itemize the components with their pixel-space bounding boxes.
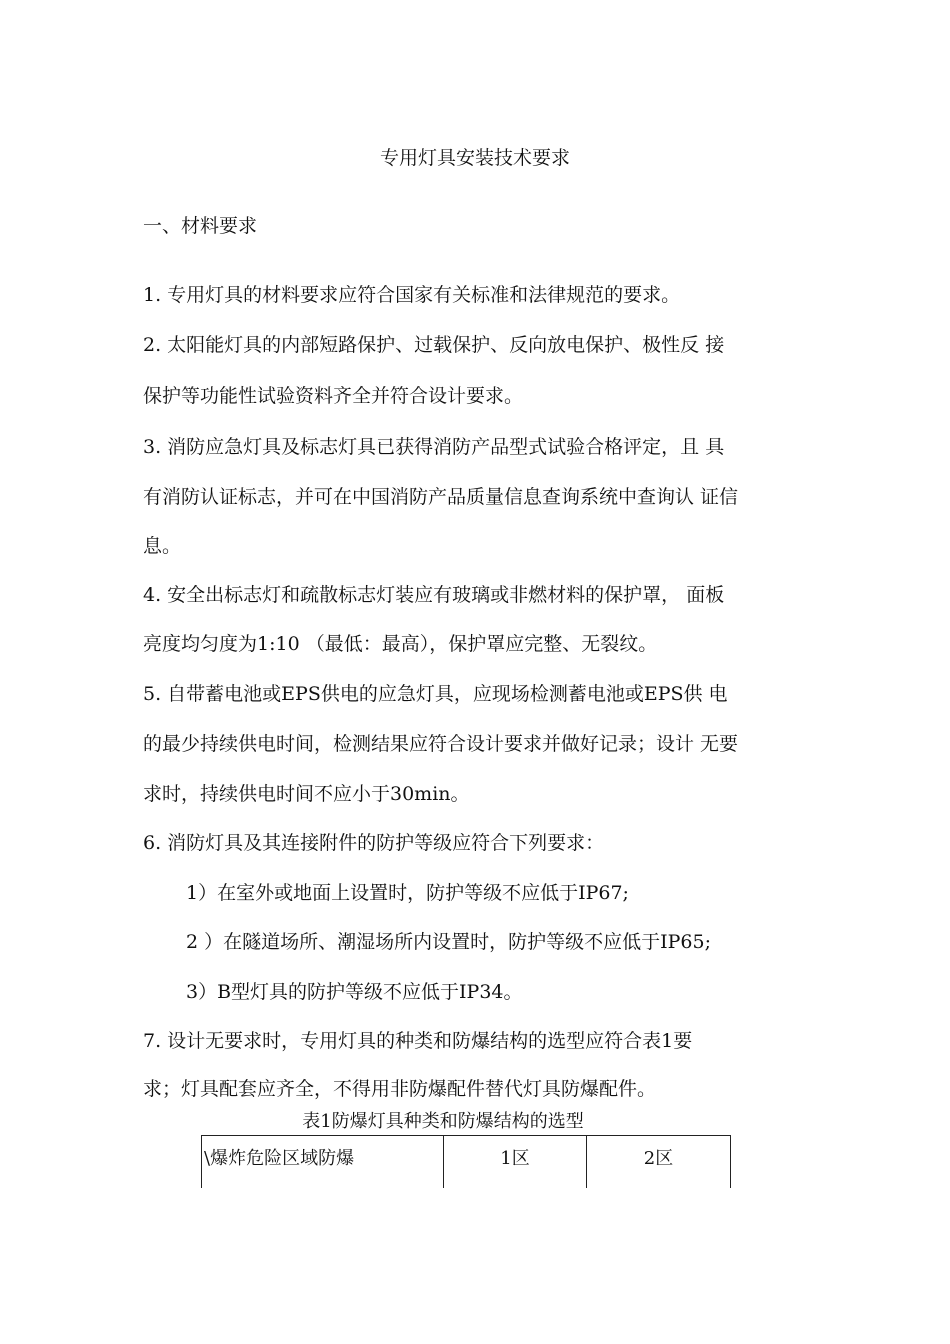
document-title: 专用灯具安装技术要求	[379, 147, 570, 169]
body-line: 4. 安全出标志灯和疏散标志灯装应有玻璃或非燃材料的保护罩， 面板	[143, 584, 725, 606]
body-line: 5. 自带蓄电池或EPS供电的应急灯具，应现场检测蓄电池或EPS供 电	[143, 683, 728, 705]
body-line: 7. 设计无要求时，专用灯具的种类和防爆结构的选型应符合表1要	[143, 1030, 693, 1052]
section-heading: 一、材料要求	[143, 215, 258, 237]
table-header-cell: 1区	[444, 1136, 587, 1188]
body-line: 求；灯具配套应齐全，不得用非防爆配件替代灯具防爆配件。	[143, 1078, 657, 1100]
sub-item: 1）在室外或地面上设置时，防护等级不应低于IP67;	[186, 882, 629, 904]
table-header-cell: \爆炸危险区域防爆	[202, 1136, 444, 1188]
body-line: 3. 消防应急灯具及标志灯具已获得消防产品型式试验合格评定，且 具	[143, 436, 725, 458]
body-line: 保护等功能性试验资料齐全并符合设计要求。	[143, 385, 524, 407]
body-line: 6. 消防灯具及其连接附件的防护等级应符合下列要求：	[143, 832, 605, 854]
body-line: 的最少持续供电时间，检测结果应符合设计要求并做好记录；设计 无要	[143, 733, 739, 755]
explosion-proof-table	[201, 1135, 731, 1188]
body-line: 亮度均匀度为1:10 （最低：最高），保护罩应完整、无裂纹。	[143, 633, 658, 655]
body-line: 息。	[143, 535, 182, 557]
body-line: 有消防认证标志，并可在中国消防产品质量信息查询系统中查询认 证信	[143, 486, 739, 508]
sub-item: 3）B型灯具的防护等级不应低于IP34。	[186, 981, 523, 1003]
table-header-cell: 2区	[587, 1136, 731, 1188]
table-caption: 表1防爆灯具种类和防爆结构的选型	[302, 1111, 584, 1132]
body-line: 求时，持续供电时间不应小于30min。	[143, 783, 470, 805]
sub-item: 2 ）在隧道场所、潮湿场所内设置时，防护等级不应低于IP65;	[186, 931, 711, 953]
body-line: 2. 太阳能灯具的内部短路保护、过载保护、反向放电保护、极性反 接	[143, 334, 725, 356]
body-line: 1. 专用灯具的材料要求应符合国家有关标准和法律规范的要求。	[143, 284, 681, 306]
